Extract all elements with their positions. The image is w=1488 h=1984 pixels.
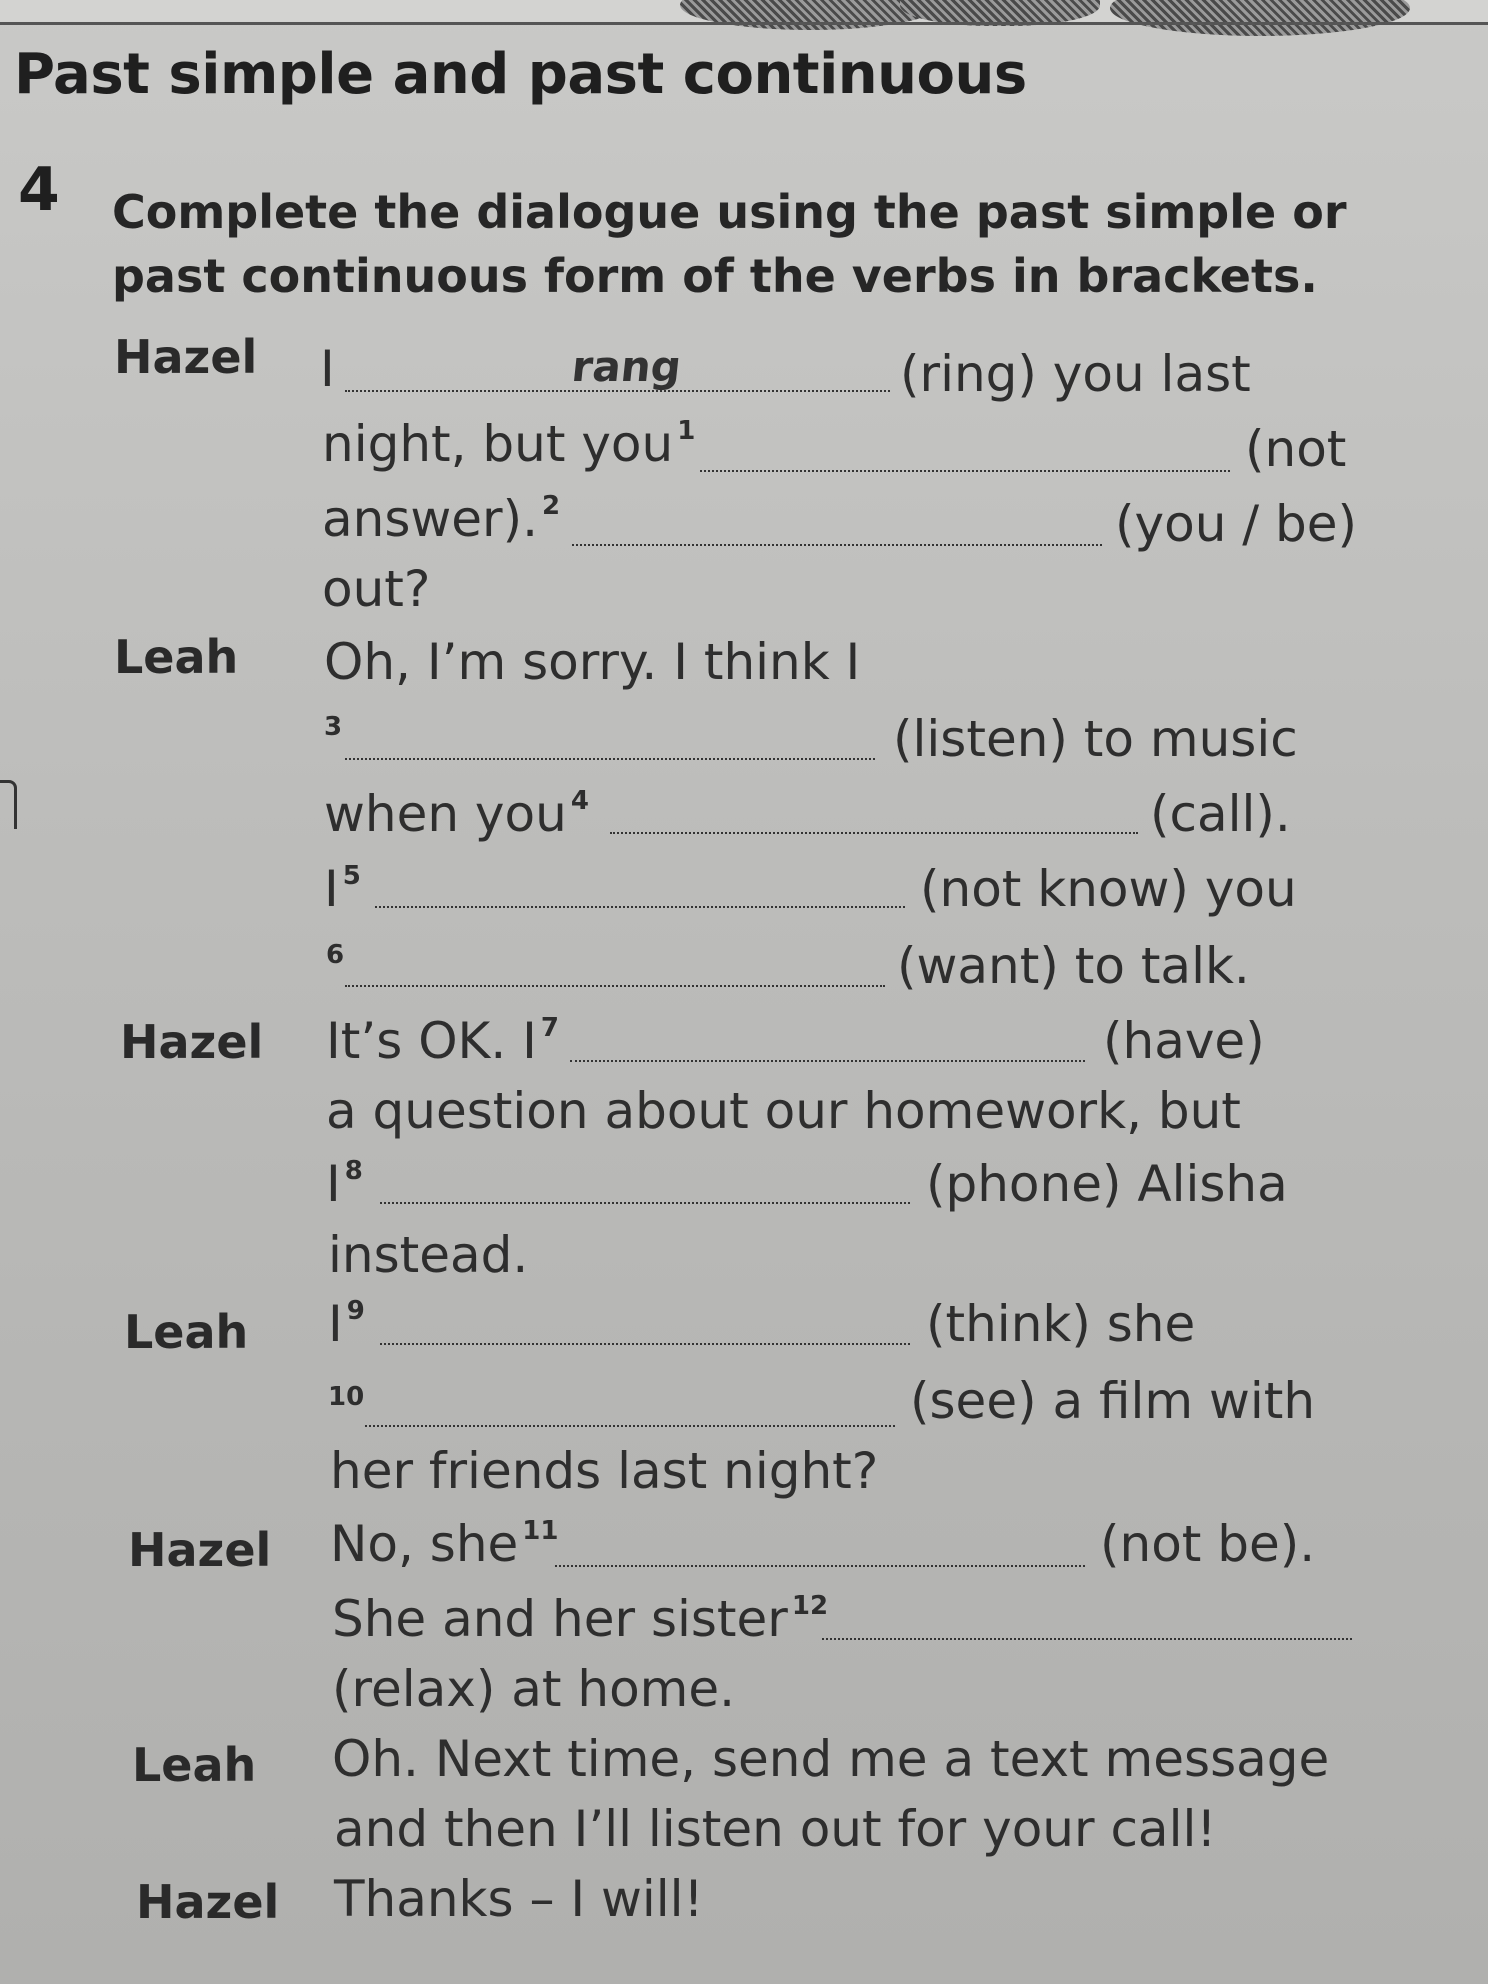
dialogue-text: (ring) you last — [900, 345, 1251, 403]
decorative-pattern — [1110, 0, 1410, 36]
speaker-leah: Leah — [114, 630, 239, 684]
dialogue-text: (not be). — [1100, 1515, 1316, 1573]
gap-number: 10 — [328, 1382, 365, 1412]
answer-blank-5[interactable] — [375, 906, 905, 908]
answer-blank-8[interactable] — [380, 1202, 910, 1204]
dialogue-text: Oh, I’m sorry. I think I — [324, 633, 861, 691]
answer-blank-2[interactable] — [572, 544, 1102, 546]
answer-blank-9[interactable] — [380, 1343, 910, 1345]
answer-blank-1[interactable] — [700, 470, 1230, 472]
gap-number: 9 — [346, 1296, 365, 1326]
dialogue-text: her friends last night? — [330, 1442, 879, 1500]
dialogue-text: (listen) to music — [893, 710, 1298, 768]
header-rule — [0, 22, 1488, 25]
speaker-leah: Leah — [124, 1305, 249, 1359]
dialogue-text: (want) to talk. — [897, 937, 1250, 995]
gap-number: 2 — [542, 491, 561, 521]
dialogue-text: (call). — [1150, 785, 1291, 843]
dialogue-text: I $^5$ — [324, 860, 361, 918]
dialogue-text: Oh. Next time, send me a text message — [332, 1730, 1330, 1788]
answer-blank-6[interactable] — [345, 985, 885, 987]
dialogue-text: when you $^4$ — [324, 785, 589, 843]
dialogue-text: (not know) you — [920, 860, 1297, 918]
gap-number: 6 — [326, 940, 345, 970]
speaker-hazel: Hazel — [128, 1523, 272, 1577]
dialogue-text: She and her sister $^{12}$ — [332, 1590, 829, 1648]
dialogue-text: instead. — [328, 1226, 529, 1284]
exercise-instruction: Complete the dialogue using the past simple or past continuous form of the verbs in brackets. — [112, 185, 1347, 303]
dialogue-text: I $^9$ — [328, 1295, 365, 1353]
dialogue-text: No, she $^{11}$ — [330, 1515, 559, 1573]
answer-blank-3[interactable] — [345, 758, 875, 760]
dialogue-text: (think) she — [926, 1295, 1196, 1353]
answer-blank-4[interactable] — [610, 832, 1138, 834]
dialogue-text: answer). $^2$ — [322, 490, 561, 548]
answer-blank-12[interactable] — [822, 1638, 1352, 1640]
dialogue-text: (not — [1245, 420, 1347, 478]
dialogue-text: (relax) at home. — [332, 1660, 736, 1718]
dialogue-text: and then I’ll listen out for your call! — [334, 1800, 1217, 1858]
gap-number: 1 — [677, 416, 696, 446]
gap-number: 11 — [522, 1516, 559, 1546]
dialogue-text: It’s OK. I $^7$ — [326, 1012, 559, 1070]
speaker-hazel: Hazel — [120, 1015, 264, 1069]
speaker-hazel: Hazel — [114, 330, 258, 384]
gap-number: 3 — [324, 712, 343, 742]
gap-number: 8 — [344, 1156, 363, 1186]
section-title: Past simple and past continuous — [14, 42, 1027, 107]
dialogue-text: (see) a film with — [910, 1372, 1316, 1430]
gap-number: 7 — [540, 1013, 559, 1043]
dialogue-text: a question about our homework, but — [326, 1082, 1241, 1140]
gap-number: 4 — [570, 786, 589, 816]
dialogue-text: I — [320, 340, 335, 398]
dialogue-text: I $^8$ — [326, 1155, 363, 1213]
dialogue-text: (have) — [1103, 1012, 1265, 1070]
dialogue-text: Thanks – I will! — [334, 1870, 704, 1928]
answer-blank-7[interactable] — [570, 1060, 1085, 1062]
speaker-leah: Leah — [132, 1738, 257, 1792]
speaker-hazel: Hazel — [136, 1875, 280, 1929]
gap-number: 5 — [342, 861, 361, 891]
exercise-number: 4 — [18, 155, 60, 225]
dialogue-text: (you / be) — [1115, 495, 1358, 553]
example-answer: rang — [569, 342, 684, 391]
dialogue-text: out? — [322, 560, 431, 618]
page-edge-mark — [0, 780, 17, 829]
dialogue-text: (phone) Alisha — [926, 1155, 1288, 1213]
gap-number: 12 — [791, 1591, 829, 1621]
answer-blank-11[interactable] — [555, 1565, 1085, 1567]
dialogue-text: night, but you $^1$ — [322, 415, 696, 473]
answer-blank-10[interactable] — [365, 1425, 895, 1427]
